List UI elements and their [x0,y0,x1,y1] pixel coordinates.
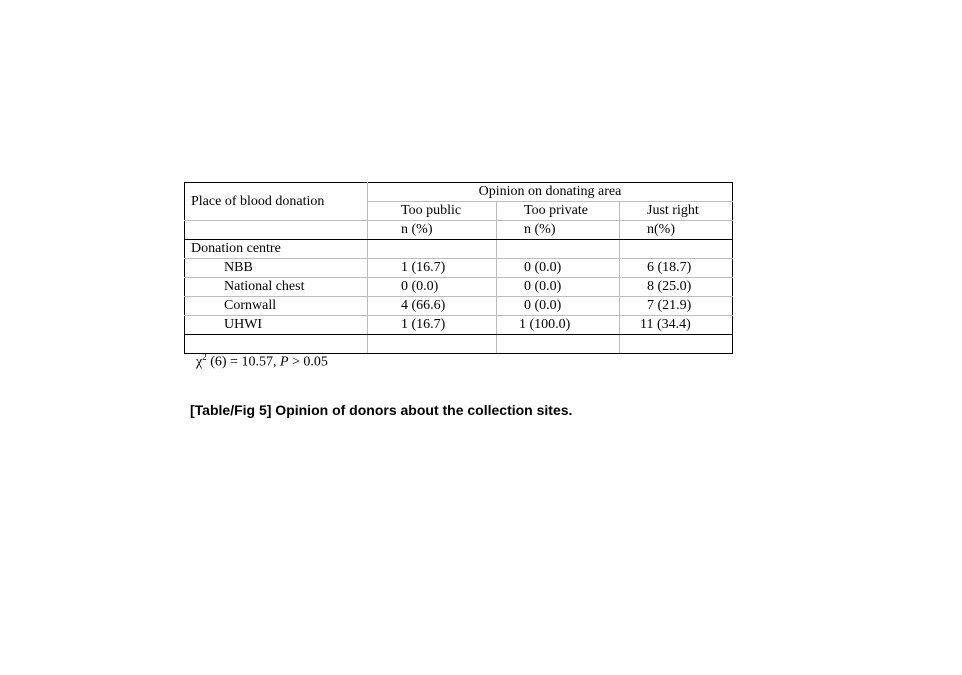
cell: 6 (18.7) [620,259,733,278]
empty-cell [620,240,733,259]
table-row [185,316,733,335]
unit-label: n (%) [368,221,497,240]
cell: 0 (0.0) [497,259,620,278]
statistic-note [196,352,328,371]
cell: 1 (16.7) [368,316,497,335]
stat-tail: > 0.05 [288,354,328,370]
cell: 7 (21.9) [620,297,733,316]
column-header: Too public [368,202,497,221]
column-header: Just right [620,202,733,221]
unit-label: n (%) [497,221,620,240]
unit-label: n(%) [620,221,733,240]
row-name: NBB [185,259,368,278]
cell: 0 (0.0) [497,297,620,316]
row-header: Place of blood donation [185,183,368,221]
row-name: Cornwall [185,297,368,316]
cell: 0 (0.0) [497,278,620,297]
chi-symbol: χ [196,354,203,370]
cell: 1 (16.7) [368,259,497,278]
empty-cell [620,335,733,354]
units-row [185,221,733,240]
empty-cell [368,240,497,259]
empty-row [185,335,733,354]
units-empty [185,221,368,240]
p-symbol: P [279,354,289,370]
cell: 1 (100.0) [497,316,620,335]
cell: 11 (34.4) [620,316,733,335]
header-row-1 [185,183,733,202]
cell: 8 (25.0) [620,278,733,297]
cell: 4 (66.6) [368,297,497,316]
empty-cell [368,335,497,354]
chi-exponent: 2 [202,352,207,362]
section-label: Donation centre [185,240,368,259]
section-row [185,240,733,259]
group-header: Opinion on donating area [368,183,733,202]
row-name: UHWI [185,316,368,335]
table-row [185,259,733,278]
empty-cell [497,240,620,259]
column-header: Too private [497,202,620,221]
data-table [184,182,733,354]
table-row [185,297,733,316]
row-name: National chest [185,278,368,297]
figure-caption: [Table/Fig 5] Opinion of donors about the collection sites. [190,402,573,418]
cell: 0 (0.0) [368,278,497,297]
stat-middle: (6) = 10.57, [206,354,280,370]
empty-cell [185,335,368,354]
empty-cell [497,335,620,354]
table-row [185,278,733,297]
